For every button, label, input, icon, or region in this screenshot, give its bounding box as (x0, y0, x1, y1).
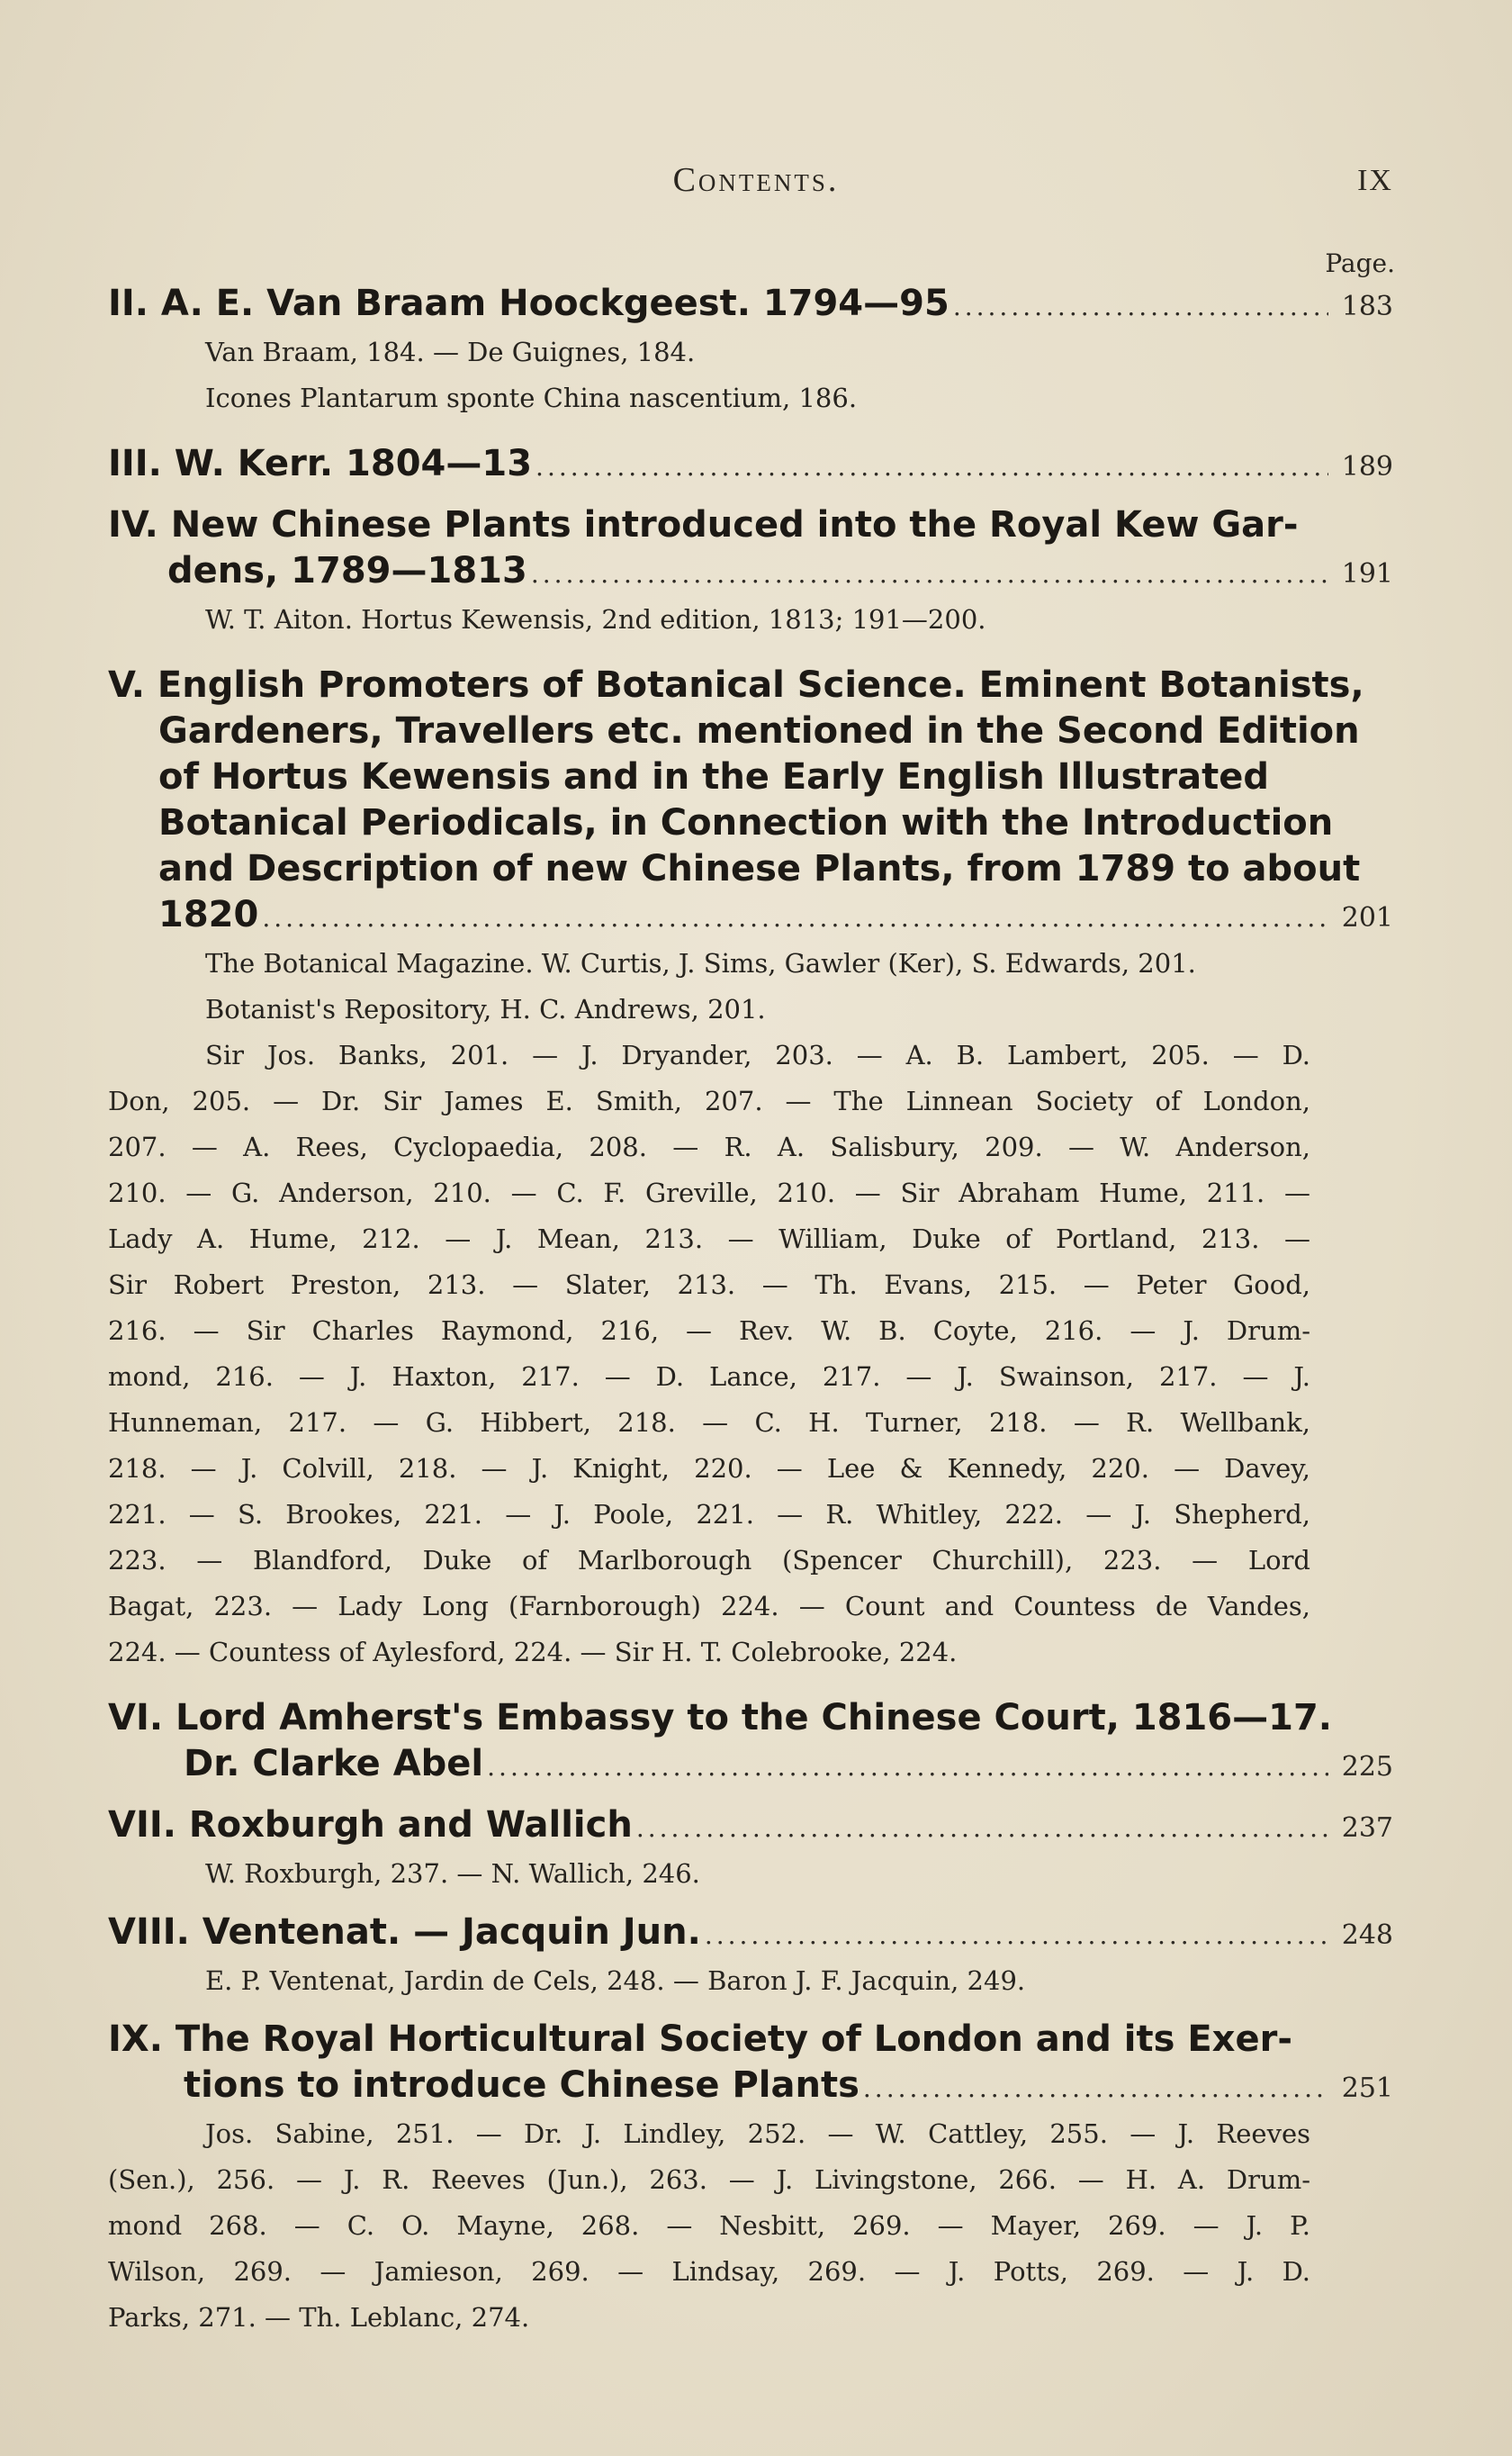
toc-page-number: 191 (1341, 558, 1393, 590)
toc-heading-line[interactable] (108, 441, 1393, 490)
toc-subentry: E. P. Ventenat, Jardin de Cels, 248. — Baron J. F. Jacquin, 249. (205, 1965, 1026, 1996)
paragraph-line: 224. — Countess of Aylesford, 224. — Sir H. T. Colebrooke, 224. (108, 1637, 958, 1667)
toc-heading-text[interactable]: V. English Promoters of Botanical Science. Eminent Botanists, (108, 664, 1364, 706)
toc-heading-text: dens, 1789—1813 (167, 550, 527, 591)
paragraph-line: Sir Jos. Banks, 201. — J. Dryander, 203. — A. B. Lambert, 205. — D. (205, 1040, 1310, 1070)
paragraph-line: 210. — G. Anderson, 210. — C. F. Greville, 210. — Sir Abraham Hume, 211. — (108, 1178, 1310, 1208)
toc-page-number: 248 (1341, 1919, 1393, 1951)
page-column-label: Page. (1325, 248, 1395, 278)
toc-heading-text[interactable]: Gardeners, Travellers etc. mentioned in the Second Edition (158, 710, 1360, 752)
toc-entry-iii (108, 441, 1393, 490)
toc-heading-line[interactable] (108, 2063, 1393, 2111)
toc-heading-text: VII. Roxburgh and Wallich (108, 1804, 633, 1846)
toc-heading-text[interactable]: Botanical Periodicals, in Connection with the Introduction (158, 802, 1334, 844)
paragraph-line: Parks, 271. — Th. Leblanc, 274. (108, 2302, 530, 2333)
toc-page-number: 251 (1341, 2072, 1393, 2104)
toc-paragraph (108, 2111, 1310, 2341)
paragraph-line: 223. — Blandford, Duke of Marlborough (Spencer Churchill), 223. — Lord (108, 1545, 1310, 1576)
toc-heading-text: Dr. Clarke Abel (184, 1743, 484, 1784)
toc-heading-text[interactable]: IX. The Royal Horticultural Society of London and its Exer- (108, 2018, 1292, 2060)
paragraph-line: Hunneman, 217. — G. Hibbert, 218. — C. H. Turner, 218. — R. Wellbank, (108, 1407, 1310, 1438)
dot-leader (636, 1805, 1328, 1851)
toc-entry-viii (108, 1910, 1393, 2004)
toc-entry-vi (108, 1695, 1393, 1790)
toc-heading-text: VIII. Ventenat. — Jacquin Jun. (108, 1911, 701, 1953)
paragraph-line: Jos. Sabine, 251. — Dr. J. Lindley, 252. — W. Cattley, 255. — J. Reeves (205, 2118, 1310, 2149)
toc-entry-ii (108, 281, 1393, 421)
paragraph-line: Don, 205. — Dr. Sir James E. Smith, 207. — The Linnean Society of London, (108, 1086, 1310, 1116)
toc-subentry: W. T. Aiton. Hortus Kewensis, 2nd edition, 1813; 191—200. (205, 604, 986, 635)
toc-entry-vii (108, 1802, 1393, 1897)
toc-subentry: Icones Plantarum sponte China nascentium, 186. (205, 383, 858, 413)
paragraph-line: mond 268. — C. O. Mayne, 268. — Nesbitt, 269. — Mayer, 269. — J. P. (108, 2210, 1310, 2241)
dot-leader (262, 895, 1328, 941)
dot-leader (536, 444, 1328, 490)
toc-heading-text: tions to introduce Chinese Plants (184, 2064, 860, 2106)
toc-heading-text[interactable]: IV. New Chinese Plants introduced into the Royal Kew Gar- (108, 504, 1299, 546)
running-title: Contents. (672, 161, 840, 199)
paragraph-line: 216. — Sir Charles Raymond, 216, — Rev. W. B. Coyte, 216. — J. Drum- (108, 1315, 1310, 1346)
paragraph-line: Wilson, 269. — Jamieson, 269. — Lindsay, 269. — J. Potts, 269. — J. D. (108, 2256, 1310, 2287)
toc-page-number: 183 (1341, 291, 1393, 322)
dot-leader (863, 2065, 1328, 2111)
toc-page-number: 237 (1341, 1812, 1393, 1844)
paragraph-line: 218. — J. Colvill, 218. — J. Knight, 220. — Lee & Kennedy, 220. — Davey, (108, 1453, 1310, 1484)
dot-leader (531, 551, 1328, 597)
toc-subentry: W. Roxburgh, 237. — N. Wallich, 246. (205, 1858, 700, 1889)
paragraph-line: Lady A. Hume, 212. — J. Mean, 213. — William, Duke of Portland, 213. — (108, 1223, 1310, 1254)
dot-leader (705, 1912, 1328, 1958)
page-number: IX (1357, 164, 1393, 197)
toc-heading-line[interactable] (108, 1741, 1393, 1790)
toc-subentry: The Botanical Magazine. W. Curtis, J. Sims, Gawler (Ker), S. Edwards, 201. (205, 948, 1196, 979)
toc-entry-iv (108, 502, 1393, 643)
toc-heading-line[interactable] (108, 281, 1393, 330)
dot-leader (487, 1744, 1328, 1790)
toc-heading-text: 1820 (158, 894, 259, 935)
paragraph-line: Sir Robert Preston, 213. — Slater, 213. — Th. Evans, 215. — Peter Good, (108, 1269, 1310, 1300)
toc-page-number: 201 (1341, 902, 1393, 934)
toc-page-number: 189 (1341, 451, 1393, 483)
toc-subentry: Van Braam, 184. — De Guignes, 184. (205, 337, 696, 367)
toc-heading-line[interactable] (108, 548, 1393, 597)
paragraph-line: Bagat, 223. — Lady Long (Farnborough) 224. — Count and Countess de Vandes, (108, 1591, 1310, 1621)
toc-entry-v (108, 663, 1393, 1675)
paragraph-line: (Sen.), 256. — J. R. Reeves (Jun.), 263. — J. Livingstone, 266. — H. A. Drum- (108, 2164, 1310, 2195)
toc-entry-ix (108, 2017, 1393, 2341)
toc-heading-line[interactable] (108, 1910, 1393, 1958)
paragraph-line: 207. — A. Rees, Cyclopaedia, 208. — R. A. Salisbury, 209. — W. Anderson, (108, 1132, 1310, 1162)
toc-heading-text[interactable]: of Hortus Kewensis and in the Early English Illustrated (158, 756, 1269, 798)
table-of-contents (108, 281, 1393, 2341)
toc-subentry: Botanist's Repository, H. C. Andrews, 201. (205, 994, 766, 1025)
toc-heading-text[interactable]: and Description of new Chinese Plants, from 1789 to about (158, 848, 1361, 889)
toc-heading-text[interactable]: VI. Lord Amherst's Embassy to the Chinese Court, 1816—17. (108, 1697, 1332, 1738)
toc-page-number: 225 (1341, 1751, 1393, 1783)
dot-leader (953, 284, 1328, 330)
toc-heading-text: III. W. Kerr. 1804—13 (108, 443, 533, 484)
running-head (0, 155, 1512, 209)
toc-paragraph (108, 1033, 1310, 1675)
paragraph-line: 221. — S. Brookes, 221. — J. Poole, 221. — R. Whitley, 222. — J. Shepherd, (108, 1499, 1310, 1530)
paragraph-line: mond, 216. — J. Haxton, 217. — D. Lance, 217. — J. Swainson, 217. — J. (108, 1361, 1310, 1392)
toc-heading-text: II. A. E. Van Braam Hoockgeest. 1794—95 (108, 283, 950, 324)
toc-heading-line[interactable] (108, 1802, 1393, 1851)
toc-heading-line[interactable] (108, 892, 1393, 941)
